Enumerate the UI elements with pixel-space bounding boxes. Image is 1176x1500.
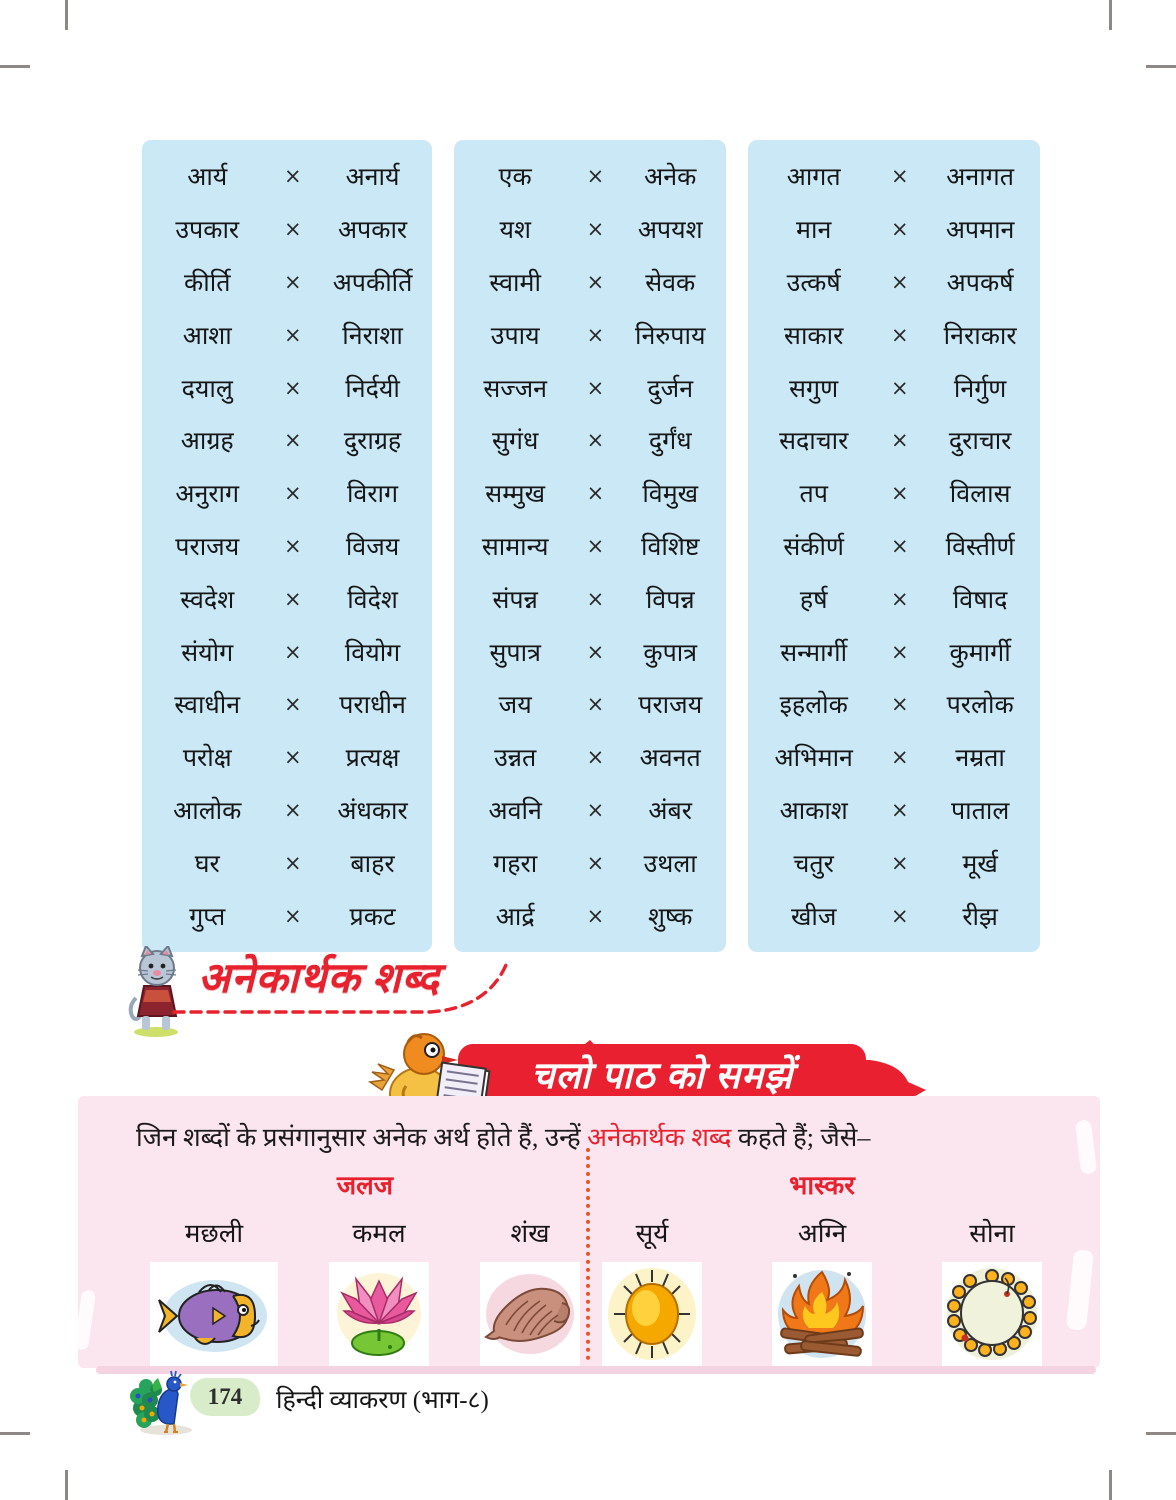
word-right: पाताल xyxy=(950,797,1010,825)
crop-mark xyxy=(1146,1432,1176,1435)
word-left: सदाचार xyxy=(779,428,849,456)
word-left: गहरा xyxy=(493,850,538,878)
page-footer xyxy=(128,1368,1028,1438)
lesson-banner xyxy=(458,1044,866,1102)
cross-symbol: × xyxy=(283,797,302,822)
word-left: स्वदेश xyxy=(180,586,235,614)
word-right: विराग xyxy=(346,481,399,509)
antonym-pair xyxy=(142,846,432,880)
word-left: अवनि xyxy=(488,797,542,825)
word-right: वियोग xyxy=(344,639,401,667)
word-right: अपकीर्ति xyxy=(332,269,413,297)
crop-mark xyxy=(1109,0,1112,30)
fire-icon xyxy=(775,1266,869,1362)
example-group-label: भास्कर xyxy=(789,1171,855,1200)
antonym-pair xyxy=(142,793,432,827)
word-right: शुष्क xyxy=(647,903,693,931)
word-left: यश xyxy=(499,217,531,245)
cross-symbol: × xyxy=(586,533,605,558)
definition-text-post: कहते हैं; जैसे– xyxy=(731,1123,871,1152)
example-group-jalaj xyxy=(150,1166,580,1366)
word-right: पराधीन xyxy=(339,692,406,720)
antonym-column xyxy=(748,140,1040,952)
antonym-pair xyxy=(454,476,726,510)
word-right: दुर्जन xyxy=(647,375,694,403)
word-right: दुर्गंध xyxy=(648,428,692,456)
word-right: निरुपाय xyxy=(634,322,706,350)
word-left: संकीर्ण xyxy=(783,533,845,561)
cross-symbol: × xyxy=(283,850,302,875)
cross-symbol: × xyxy=(586,217,605,242)
antonym-pair xyxy=(142,899,432,933)
cross-symbol: × xyxy=(891,639,909,664)
antonym-pair xyxy=(748,476,1040,510)
word-left: आर्य xyxy=(187,164,228,192)
meaning-cell xyxy=(480,1214,580,1366)
word-right: दुराचार xyxy=(948,428,1012,456)
cross-symbol: × xyxy=(283,164,302,189)
section-heading: अनेकार्थक शब्द xyxy=(198,956,440,1002)
word-right: विपन्न xyxy=(645,586,695,614)
word-right: प्रकट xyxy=(349,903,396,931)
antonym-pair xyxy=(142,635,432,669)
antonym-pair xyxy=(142,212,432,246)
cross-symbol: × xyxy=(283,269,302,294)
crop-mark xyxy=(0,65,30,68)
meaning-word: सोना xyxy=(969,1219,1015,1248)
antonym-pair xyxy=(748,846,1040,880)
meaning-word: अग्नि xyxy=(797,1219,847,1248)
meaning-word: कमल xyxy=(352,1219,406,1248)
cross-symbol: × xyxy=(891,903,909,928)
word-right: अंबर xyxy=(648,797,693,825)
word-right: पराजय xyxy=(638,692,703,720)
lotus-icon xyxy=(334,1267,424,1361)
cross-symbol: × xyxy=(283,586,302,611)
word-left: आशा xyxy=(182,322,232,350)
antonym-pair xyxy=(142,582,432,616)
antonym-pair xyxy=(454,582,726,616)
word-left: मान xyxy=(796,217,832,245)
antonym-pair xyxy=(142,318,432,352)
example-group-label: जलज xyxy=(336,1171,394,1200)
word-right: नम्रता xyxy=(955,745,1005,773)
word-left: उत्कर्ष xyxy=(786,269,841,297)
word-left: सन्मार्गी xyxy=(780,639,848,667)
antonym-pair xyxy=(142,476,432,510)
cross-symbol: × xyxy=(283,322,302,347)
cross-symbol: × xyxy=(586,481,605,506)
word-left: साकार xyxy=(784,322,844,350)
cross-symbol: × xyxy=(891,375,909,400)
antonym-pair xyxy=(748,318,1040,352)
antonym-pair xyxy=(454,635,726,669)
word-left: सज्जन xyxy=(483,375,548,403)
word-right: अपयश xyxy=(637,217,703,245)
crop-mark xyxy=(1146,65,1176,68)
cross-symbol: × xyxy=(891,533,909,558)
cross-symbol: × xyxy=(586,903,605,928)
cross-symbol: × xyxy=(283,533,302,558)
antonym-pair xyxy=(748,371,1040,405)
antonym-pair xyxy=(748,265,1040,299)
word-right: अपमान xyxy=(945,217,1015,245)
antonym-pair xyxy=(748,212,1040,246)
word-right: दुराग्रह xyxy=(343,428,402,456)
antonym-pair xyxy=(748,687,1040,721)
word-left: सामान्य xyxy=(481,533,549,561)
antonym-pair xyxy=(454,899,726,933)
cross-symbol: × xyxy=(586,269,605,294)
word-left: स्वामी xyxy=(489,269,541,297)
word-left: सम्मुख xyxy=(485,481,546,509)
antonym-pair xyxy=(454,212,726,246)
antonym-pair xyxy=(454,846,726,880)
cross-symbol: × xyxy=(891,217,909,242)
word-right: अनागत xyxy=(946,164,1015,192)
cross-symbol: × xyxy=(891,322,909,347)
word-right: बाहर xyxy=(350,850,395,878)
word-right: विमुख xyxy=(642,481,699,509)
antonym-columns xyxy=(142,140,1040,952)
meaning-cell xyxy=(150,1214,278,1366)
cross-symbol: × xyxy=(283,903,302,928)
word-right: अपकार xyxy=(337,217,408,245)
word-right: विस्तीर्ण xyxy=(945,533,1015,561)
word-right: विजय xyxy=(345,533,400,561)
word-left: आकाश xyxy=(779,797,848,825)
cross-symbol: × xyxy=(891,481,909,506)
word-left: एक xyxy=(498,164,532,192)
cross-symbol: × xyxy=(283,481,302,506)
antonym-pair xyxy=(748,793,1040,827)
page-number: 174 xyxy=(207,1384,243,1409)
word-right: अवनत xyxy=(639,745,701,773)
antonym-pair xyxy=(142,529,432,563)
antonym-column xyxy=(142,140,432,952)
meaning-word: मछली xyxy=(184,1219,244,1248)
gold-icon xyxy=(945,1266,1039,1362)
word-left: स्वाधीन xyxy=(174,692,241,720)
book-title: हिन्दी व्याकरण (भाग-८) xyxy=(276,1387,489,1414)
cross-symbol: × xyxy=(283,375,302,400)
word-right: विषाद xyxy=(952,586,1008,614)
antonym-pair xyxy=(748,635,1040,669)
word-left: परोक्ष xyxy=(182,745,232,773)
word-left: दयालु xyxy=(181,375,233,403)
antonym-pair xyxy=(748,159,1040,193)
antonym-pair xyxy=(454,318,726,352)
word-left: अनुराग xyxy=(175,481,240,509)
crop-mark xyxy=(65,1470,68,1500)
word-right: अंधकार xyxy=(337,797,408,825)
peacock-icon xyxy=(128,1370,198,1436)
word-left: उपकार xyxy=(175,217,240,245)
sun-icon xyxy=(606,1266,698,1362)
cross-symbol: × xyxy=(891,164,909,189)
word-left: सगुण xyxy=(789,375,839,403)
word-right: निर्गुण xyxy=(953,375,1007,403)
cross-symbol: × xyxy=(283,217,302,242)
antonym-pair xyxy=(454,159,726,193)
word-right: उथला xyxy=(643,850,697,878)
word-left: तप xyxy=(799,481,828,509)
cross-symbol: × xyxy=(586,586,605,611)
antonym-pair xyxy=(454,687,726,721)
word-left: खीज xyxy=(790,903,837,931)
definition-sentence xyxy=(136,1118,1096,1154)
dotted-divider xyxy=(586,1148,590,1360)
antonym-pair xyxy=(748,582,1040,616)
meaning-cell xyxy=(602,1214,702,1366)
word-left: सुपात्र xyxy=(489,639,541,667)
cross-symbol: × xyxy=(586,375,605,400)
word-right: विदेश xyxy=(347,586,398,614)
word-right: विलास xyxy=(949,481,1011,509)
antonym-pair xyxy=(142,159,432,193)
word-left: चतुर xyxy=(793,850,834,878)
cross-symbol: × xyxy=(891,745,909,770)
word-left: कीर्ति xyxy=(184,269,231,297)
antonym-pair xyxy=(454,265,726,299)
word-right: प्रत्यक्ष xyxy=(345,745,400,773)
word-right: कुमार्गी xyxy=(949,639,1011,667)
meaning-cell xyxy=(772,1214,872,1366)
word-left: सुगंध xyxy=(492,428,539,456)
word-right: निर्दयी xyxy=(345,375,400,403)
word-left: पराजय xyxy=(175,533,240,561)
meaning-word: शंख xyxy=(510,1219,550,1248)
crop-mark xyxy=(1109,1470,1112,1500)
word-right: अनेक xyxy=(644,164,697,192)
word-right: विशिष्ट xyxy=(641,533,700,561)
word-right: रीझ xyxy=(962,903,998,931)
word-left: आगत xyxy=(786,164,841,192)
word-left: आग्रह xyxy=(180,428,234,456)
word-left: हर्ष xyxy=(799,586,828,614)
antonym-pair xyxy=(142,740,432,774)
word-right: निराशा xyxy=(342,322,403,350)
crop-mark xyxy=(0,1432,30,1435)
word-right: परलोक xyxy=(946,692,1014,720)
crop-mark xyxy=(65,0,68,30)
word-left: इहलोक xyxy=(779,692,848,720)
page-number-badge xyxy=(190,1378,260,1416)
cross-symbol: × xyxy=(586,639,605,664)
cross-symbol: × xyxy=(586,797,605,822)
meaning-cell xyxy=(942,1214,1042,1366)
word-left: उपाय xyxy=(490,322,540,350)
fish-icon xyxy=(155,1268,273,1360)
cross-symbol: × xyxy=(586,164,605,189)
cross-symbol: × xyxy=(891,269,909,294)
word-left: घर xyxy=(194,850,220,878)
cross-symbol: × xyxy=(283,745,302,770)
antonym-pair xyxy=(142,687,432,721)
cross-symbol: × xyxy=(891,428,909,453)
antonym-column xyxy=(454,140,726,952)
word-right: सेवक xyxy=(645,269,696,297)
antonym-pair xyxy=(142,423,432,457)
word-right: अपकर्ष xyxy=(946,269,1014,297)
cross-symbol: × xyxy=(586,428,605,453)
cross-symbol: × xyxy=(283,428,302,453)
word-left: आलोक xyxy=(173,797,242,825)
cross-symbol: × xyxy=(891,797,909,822)
definition-text-pre: जिन शब्दों के प्रसंगानुसार अनेक अर्थ होते हैं, उन्हें xyxy=(136,1123,588,1152)
antonym-pair xyxy=(454,793,726,827)
word-right: निराकार xyxy=(943,322,1017,350)
antonym-pair xyxy=(748,423,1040,457)
meaning-word: सूर्य xyxy=(635,1219,669,1248)
word-left: आर्द्र xyxy=(495,903,535,931)
word-left: उन्नत xyxy=(494,745,537,773)
antonym-pair xyxy=(454,423,726,457)
word-left: गुप्त xyxy=(189,903,226,931)
antonym-pair xyxy=(142,265,432,299)
word-left: जय xyxy=(498,692,532,720)
cross-symbol: × xyxy=(891,850,909,875)
cross-symbol: × xyxy=(586,322,605,347)
word-right: मूर्ख xyxy=(962,850,998,878)
antonym-pair xyxy=(748,740,1040,774)
definition-highlight: अनेकार्थक शब्द xyxy=(587,1123,732,1152)
antonym-pair xyxy=(454,529,726,563)
cross-symbol: × xyxy=(586,850,605,875)
cross-symbol: × xyxy=(283,692,302,717)
cross-symbol: × xyxy=(283,639,302,664)
word-left: संपन्न xyxy=(492,586,538,614)
example-group-bhaskar xyxy=(602,1166,1042,1366)
cross-symbol: × xyxy=(891,692,909,717)
lesson-banner-label: चलो पाठ को समझें xyxy=(530,1055,794,1097)
cross-symbol: × xyxy=(586,692,605,717)
cross-symbol: × xyxy=(586,745,605,770)
antonym-pair xyxy=(748,529,1040,563)
word-left: संयोग xyxy=(181,639,234,667)
word-right: कुपात्र xyxy=(643,639,698,667)
antonym-pair xyxy=(454,740,726,774)
antonym-pair xyxy=(748,899,1040,933)
cross-symbol: × xyxy=(891,586,909,611)
word-left: अभिमान xyxy=(774,745,853,773)
meaning-cell xyxy=(329,1214,429,1366)
antonym-pair xyxy=(454,371,726,405)
antonym-pair xyxy=(142,371,432,405)
conch-icon xyxy=(484,1269,576,1359)
word-right: अनार्य xyxy=(345,164,400,192)
